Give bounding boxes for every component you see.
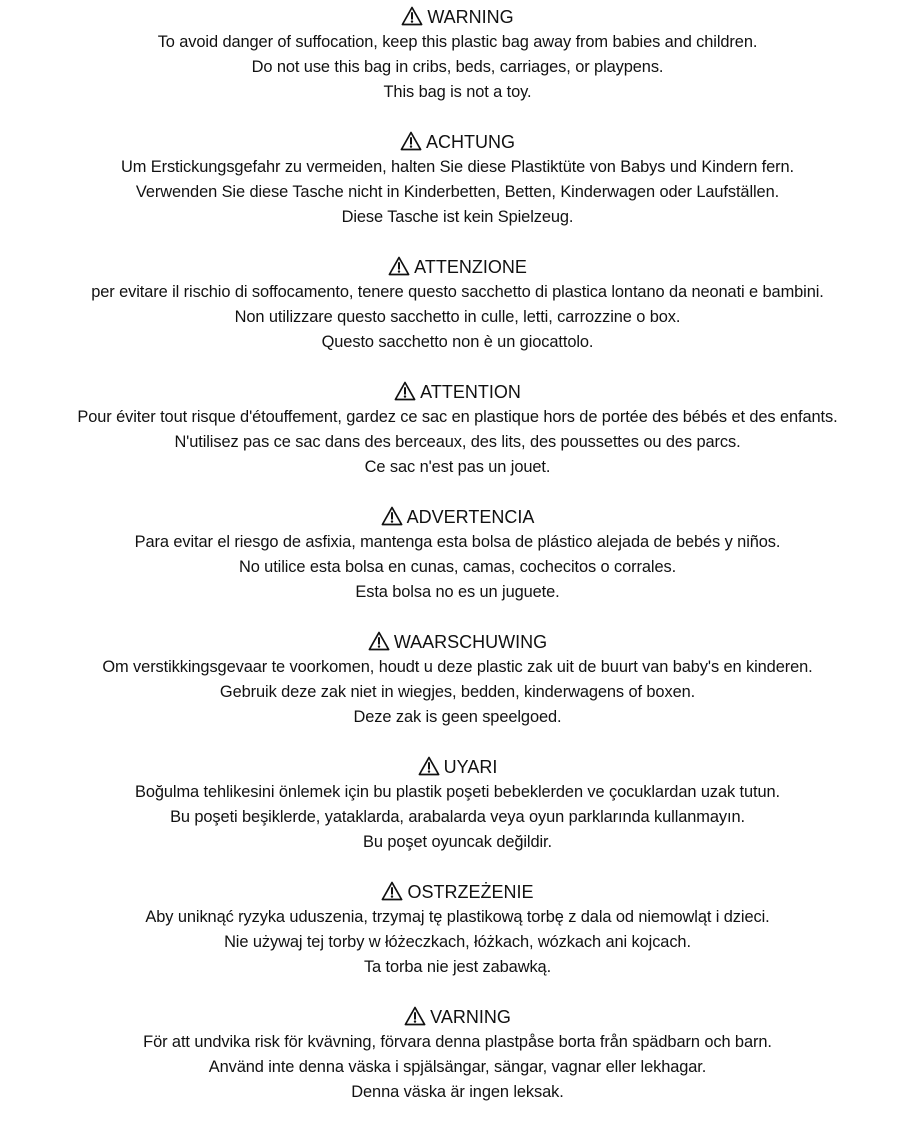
warning-triangle-icon [368,631,390,651]
warning-line: Denna väska är ingen leksak. [351,1083,564,1101]
warning-line: per evitare il rischio di soffocamento, tenere questo sacchetto di plastica lontano da neonati e bambini. [91,283,824,301]
warning-line: Använd inte denna väska i spjälsängar, sängar, vagnar eller lekhagar. [208,1058,707,1076]
warning-line: Bu poşeti beşiklerde, yataklarda, arabalarda veya oyun parklarında kullanmayın. [170,808,745,826]
warning-line: Gebruik deze zak niet in wiegjes, bedden, kinderwagens of boxen. [219,683,696,701]
warning-line: To avoid danger of suffocation, keep this plastic bag away from babies and children. [157,33,758,51]
warning-line: Bu poşet oyuncak değildir. [363,833,552,851]
warning-heading [0,504,915,530]
warning-line: Pour éviter tout risque d'étouffement, gardez ce sac en plastique hors de portée des bébés et des enfants. [77,408,838,426]
warning-heading [0,4,915,30]
warning-line: Ta torba nie jest zabawką. [363,958,552,976]
warning-triangle-icon [388,256,410,276]
warning-heading-text: VARNING [430,1007,511,1027]
warning-block-spanish [0,504,915,629]
warning-line: Do not use this bag in cribs, beds, carriages, or playpens. [251,58,664,76]
warning-triangle-icon [394,381,416,401]
warning-triangle-icon [418,756,440,776]
warning-line: För att undvika risk för kvävning, förvara denna plastpåse borta från spädbarn och barn. [143,1033,772,1051]
warning-line: Deze zak is geen speelgoed. [353,708,562,726]
warning-heading-text: UYARI [443,757,498,777]
warning-heading-text: ATTENZIONE [414,257,527,277]
warning-triangle-icon [381,881,403,901]
warning-line: This bag is not a toy. [383,83,532,101]
warning-line: No utilice esta bolsa en cunas, camas, cochecitos o corrales. [238,558,677,576]
warning-heading [0,1004,915,1030]
warning-line: Questo sacchetto non è un giocattolo. [321,333,594,351]
warning-line: Um Erstickungsgefahr zu vermeiden, halten Sie diese Plastiktüte von Babys und Kindern fern. [120,158,795,176]
warning-line: Om verstikkingsgevaar te voorkomen, houdt u deze plastic zak uit de buurt van baby's en kinderen. [102,658,813,676]
warning-heading-text: ATTENTION [420,382,521,402]
warning-triangle-icon [404,1006,426,1026]
warning-block-dutch [0,629,915,754]
warning-line: Boğulma tehlikesini önlemek için bu plastik poşeti bebeklerden ve çocuklardan uzak tutun. [135,783,780,801]
warning-heading [0,879,915,905]
warning-triangle-icon [400,131,422,151]
warning-line: Para evitar el riesgo de asfixia, mantenga esta bolsa de plástico alejada de bebés y niños. [134,533,781,551]
warning-line: Non utilizzare questo sacchetto in culle, letti, carrozzine o box. [234,308,681,326]
warning-heading [0,129,915,155]
warning-heading [0,754,915,780]
warning-heading [0,629,915,655]
warning-line: N'utilisez pas ce sac dans des berceaux, des lits, des poussettes ou des parcs. [174,433,741,451]
warning-heading-text: ACHTUNG [426,132,515,152]
warning-triangle-icon [381,506,403,526]
warning-line: Verwenden Sie diese Tasche nicht in Kinderbetten, Betten, Kinderwagen oder Laufställen. [135,183,780,201]
warning-block-turkish [0,754,915,879]
warning-line: Ce sac n'est pas un jouet. [364,458,551,476]
warning-triangle-icon [401,6,423,26]
warning-block-french [0,379,915,504]
warning-block-english [0,4,915,129]
warning-block-german [0,129,915,254]
warning-line: Esta bolsa no es un juguete. [355,583,560,601]
warning-line: Diese Tasche ist kein Spielzeug. [341,208,574,226]
warning-heading-text: OSTRZEŻENIE [407,882,534,902]
warning-heading-text: WAARSCHUWING [393,632,548,652]
warning-line: Nie używaj tej torby w łóżeczkach, łóżkach, wózkach ani kojcach. [224,933,691,951]
warning-block-italian [0,254,915,379]
warning-heading-text: WARNING [427,7,514,27]
warning-label-sheet [0,4,915,1129]
warning-heading [0,379,915,405]
warning-block-swedish [0,1004,915,1129]
warning-block-polish [0,879,915,1004]
warning-heading-text: ADVERTENCIA [406,507,535,527]
warning-heading [0,254,915,280]
warning-line: Aby uniknąć ryzyka uduszenia, trzymaj tę plastikową torbę z dala od niemowląt i dzieci. [145,908,770,926]
